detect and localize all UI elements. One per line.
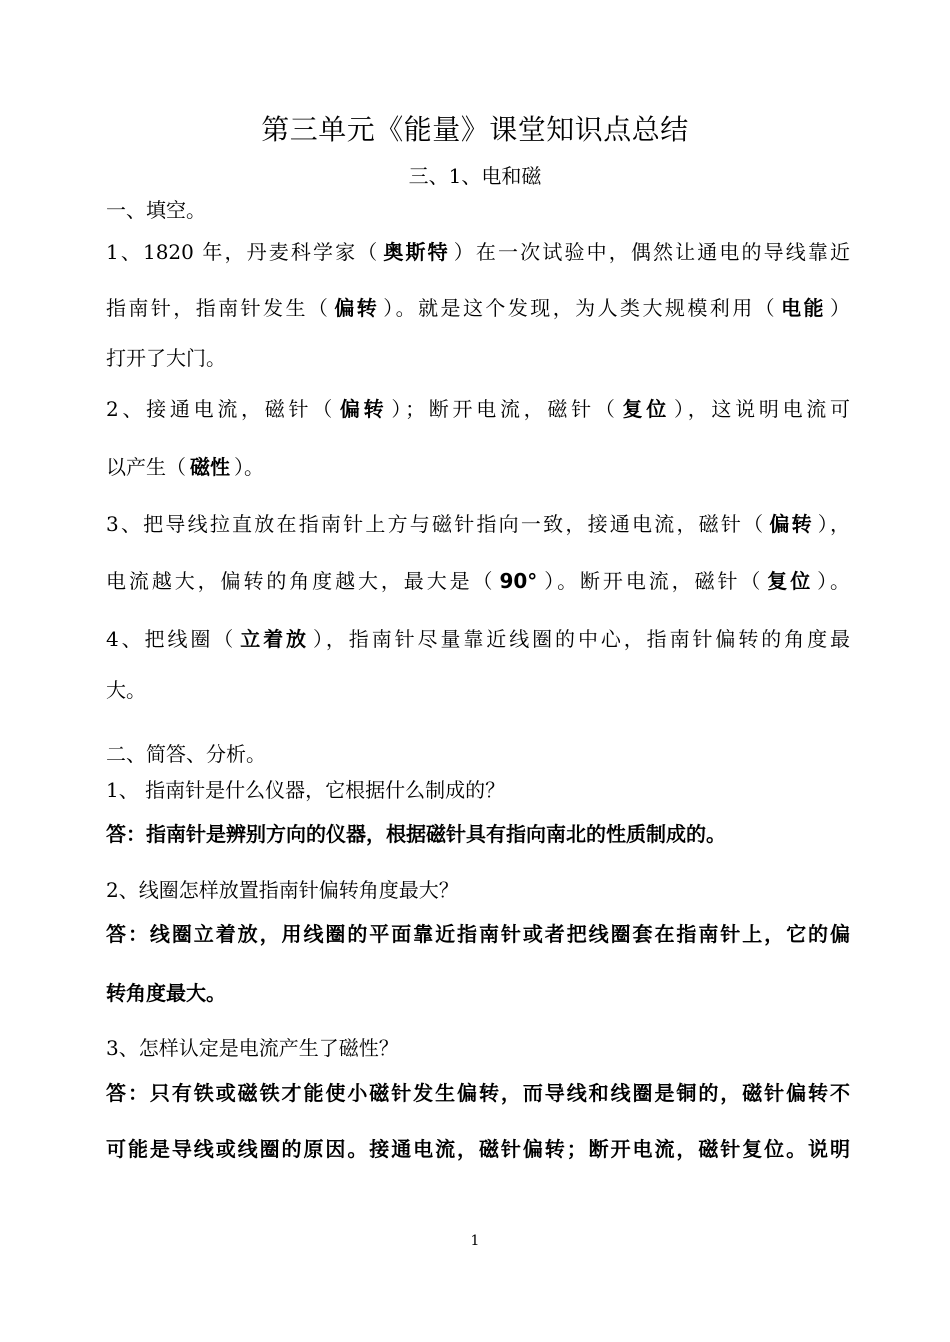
- fill-q1-line3: 打开了大门。: [106, 346, 226, 370]
- short-q3-answer-line1: 答：只有铁或磁铁才能使小磁针发生偏转，而导线和线圈是铜的，磁针偏转不: [106, 1081, 850, 1105]
- short-q2-answer-line2: 转角度最大。: [106, 981, 226, 1005]
- answer-blank: 偏转: [334, 296, 380, 320]
- fill-q4-line2: 大。: [106, 678, 146, 702]
- short-q2-answer-line1: 答：线圈立着放，用线圈的平面靠近指南针或者把线圈套在指南针上，它的偏: [106, 922, 850, 946]
- answer-blank: 复位: [622, 397, 670, 421]
- page-number: 1: [470, 1233, 480, 1249]
- fill-q2-line1: 2、接通电流，磁针（ 偏转 ）；断开电流，磁针（ 复位 ），这说明电流可: [106, 397, 851, 421]
- answer-blank: 奥斯特: [383, 240, 450, 264]
- fill-q4-line1: 4、把线圈（ 立着放 ），指南针尽量靠近线圈的中心，指南针偏转的角度最: [106, 627, 851, 651]
- page-subtitle: 三、1、电和磁: [408, 164, 542, 188]
- fill-q3-line1: 3、把导线拉直放在指南针上方与磁针指向一致，接通电流，磁针（ 偏转 ），: [106, 512, 851, 536]
- section-heading-fill-in: 一、填空。: [106, 198, 206, 222]
- answer-blank: 电能: [781, 296, 826, 320]
- answer-blank: 复位: [767, 569, 814, 593]
- section-heading-short-answer: 二、简答、分析。: [106, 742, 266, 766]
- page-title: 第三单元《能量》课堂知识点总结: [261, 113, 689, 146]
- short-q3-question: 3、怎样认定是电流产生了磁性？: [106, 1036, 399, 1060]
- fill-q1-line2: 指南针，指南针发生（ 偏转 ）。就是这个发现，为人类大规模利用（ 电能 ）: [106, 296, 850, 320]
- answer-blank: 偏转: [769, 512, 814, 536]
- fill-q2-line2: 以产生（ 磁性 ）。: [106, 455, 264, 479]
- fill-q1-line1: 1、1820 年，丹麦科学家（ 奥斯特 ）在一次试验中，偶然让通电的导线靠近: [106, 240, 850, 264]
- answer-blank: 90°: [499, 569, 538, 593]
- answer-blank: 偏转: [339, 397, 388, 421]
- short-q2-question: 2、线圈怎样放置指南针偏转角度最大？: [106, 878, 459, 902]
- fill-q3-line2: 电流越大，偏转的角度越大，最大是（ 90° ）。断开电流，磁针（ 复位 ）。: [106, 569, 851, 593]
- short-q1-answer: 答：指南针是辨别方向的仪器，根据磁针具有指向南北的性质制成的。: [106, 822, 726, 846]
- answer-blank: 立着放: [240, 627, 309, 651]
- short-q1-question: 1、 指南针是什么仪器，它根据什么制成的？: [106, 778, 506, 802]
- answer-blank: 磁性: [190, 455, 230, 479]
- short-q3-answer-line2: 可能是导线或线圈的原因。接通电流，磁针偏转；断开电流，磁针复位。说明: [106, 1137, 850, 1161]
